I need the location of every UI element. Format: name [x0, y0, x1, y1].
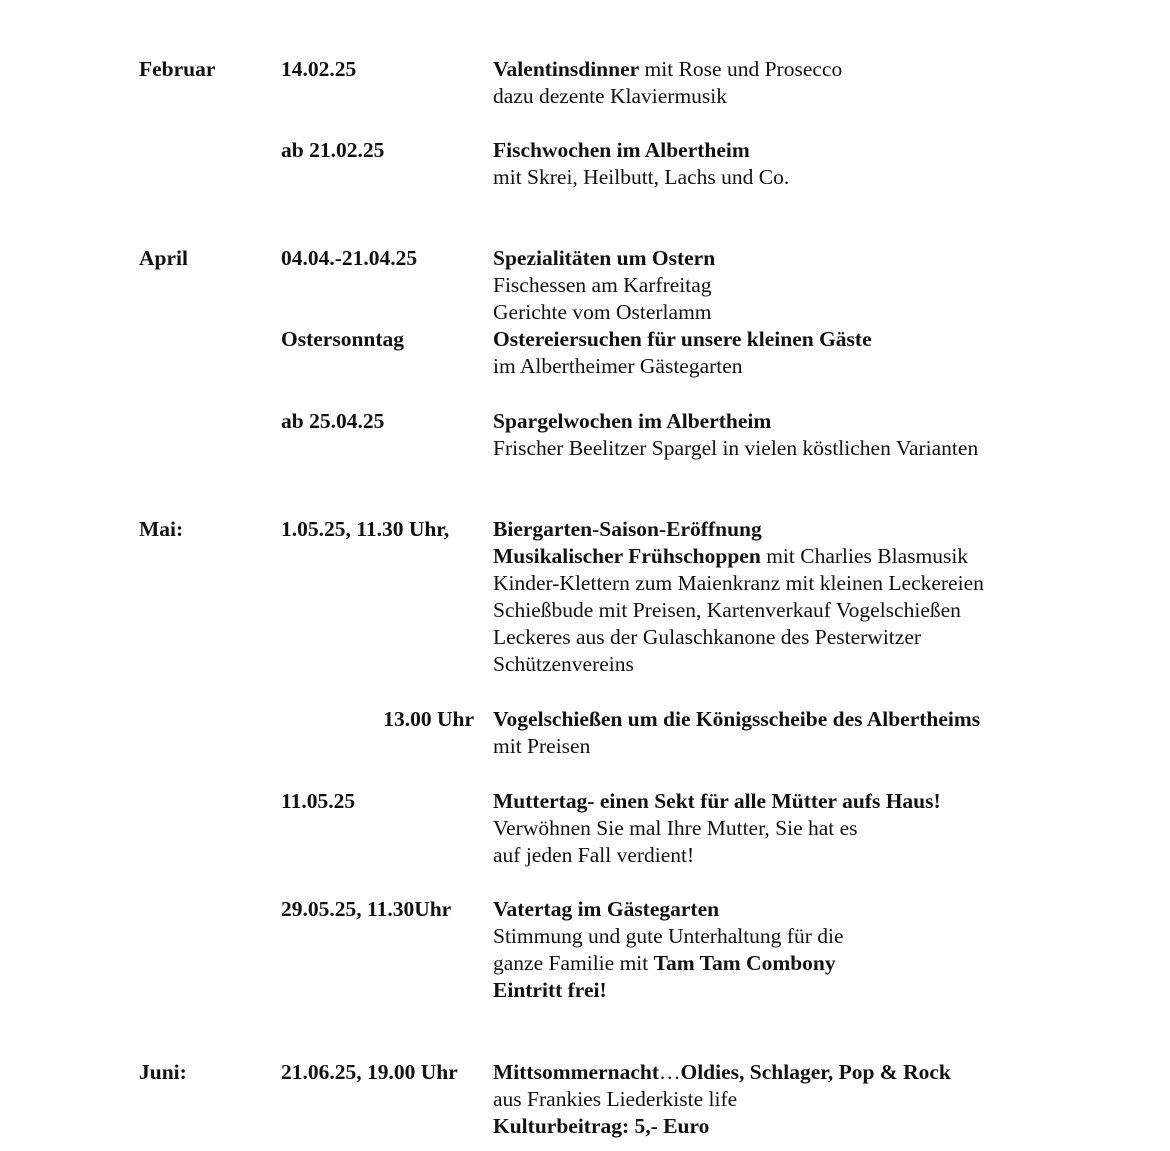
description-line: [493, 1086, 1153, 1113]
text: mit Skrei, Heilbutt, Lachs und Co.: [493, 165, 790, 189]
month-label: Februar: [139, 57, 216, 81]
event-time: 13.00 Uhr: [383, 707, 474, 731]
event-date: 14.02.25: [281, 57, 357, 81]
text-bold: Kulturbeitrag: 5,- Euro: [493, 1114, 710, 1138]
description-line: [493, 597, 1153, 624]
event-date: ab 25.04.25: [281, 409, 385, 433]
event-date: Ostersonntag: [281, 327, 405, 351]
event-date: ab 21.02.25: [281, 138, 385, 162]
event-description: [493, 1059, 1153, 1140]
description-line: [493, 950, 1153, 977]
description-line: [493, 651, 1153, 678]
description-line: [493, 245, 1153, 272]
description-line: [493, 570, 1153, 597]
text-bold: Oldies, Schlager, Pop & Rock: [680, 1060, 951, 1084]
description-line: [493, 733, 1153, 760]
text: Leckeres aus der Gulaschkanone des Pesterwitzer: [493, 625, 922, 649]
text: Stimmung und gute Unterhaltung für die: [493, 924, 844, 948]
description-line: [493, 706, 1153, 733]
event-date: 04.04.-21.04.25: [281, 246, 418, 270]
text: Frischer Beelitzer Spargel in vielen köstlichen Varianten: [493, 436, 979, 460]
description-line: [493, 842, 1153, 869]
text-bold: Eintritt frei!: [493, 978, 607, 1002]
event-description: [493, 245, 1153, 326]
description-line: [493, 353, 1153, 380]
text-bold: Mittsommernacht: [493, 1060, 659, 1084]
description-line: [493, 137, 1153, 164]
text: mit Preisen: [493, 734, 591, 758]
description-line: [493, 1113, 1153, 1140]
text: mit Charlies Blasmusik: [760, 544, 969, 568]
description-line: [493, 815, 1153, 842]
description-line: [493, 516, 1153, 543]
text: dazu dezente Klaviermusik: [493, 84, 728, 108]
month-label: April: [139, 246, 188, 270]
description-line: [493, 543, 1153, 570]
text-bold: Vogelschießen um die Königsscheibe des Albertheims: [493, 707, 981, 731]
text: …: [658, 1060, 681, 1084]
text: Verwöhnen Sie mal Ihre Mutter, Sie hat es: [493, 816, 858, 840]
text-bold: Spargelwochen im Albertheim: [493, 409, 772, 433]
description-line: [493, 299, 1153, 326]
text: mit Rose und Prosecco: [639, 57, 843, 81]
text-bold: Valentinsdinner: [493, 57, 640, 81]
description-line: [493, 164, 1153, 191]
description-line: [493, 977, 1153, 1004]
description-line: [493, 272, 1153, 299]
text-bold: Ostereiersuchen für unsere kleinen Gäste: [493, 327, 872, 351]
description-line: [493, 408, 1153, 435]
event-date: 29.05.25, 11.30Uhr: [281, 897, 452, 921]
description-line: [493, 326, 1153, 353]
text-bold: Vatertag im Gästegarten: [493, 897, 720, 921]
event-date: 1.05.25, 11.30 Uhr,: [281, 517, 450, 541]
month-label: Juni:: [139, 1060, 187, 1084]
event-date: 11.05.25: [281, 789, 356, 813]
text: Gerichte vom Osterlamm: [493, 300, 712, 324]
description-line: [493, 435, 1153, 462]
text: Schießbude mit Preisen, Kartenverkauf Vogelschießen: [493, 598, 961, 622]
event-description: [493, 326, 1153, 380]
text-bold: Spezialitäten um Ostern: [493, 246, 716, 270]
text: aus Frankies Liederkiste life: [493, 1087, 738, 1111]
event-description: [493, 137, 1153, 191]
text: Fischessen am Karfreitag: [493, 273, 712, 297]
text-bold: Musikalischer Frühschoppen: [493, 544, 761, 568]
text-bold: Fischwochen im Albertheim: [493, 138, 750, 162]
month-label: Mai:: [139, 517, 184, 541]
description-line: [493, 896, 1153, 923]
event-description: [493, 408, 1153, 462]
event-date: 21.06.25, 19.00 Uhr: [281, 1060, 458, 1084]
description-line: [493, 83, 1153, 110]
description-line: [493, 788, 1153, 815]
text: im Albertheimer Gästegarten: [493, 354, 743, 378]
text-bold: Tam Tam Combony: [653, 951, 836, 975]
description-line: [493, 923, 1153, 950]
text: Kinder-Klettern zum Maienkranz mit kleinen Leckereien: [493, 571, 984, 595]
event-description: [493, 56, 1153, 110]
text-bold: Biergarten-Saison-Eröffnung: [493, 517, 762, 541]
event-description: [493, 516, 1153, 678]
text-bold: Muttertag- einen Sekt für alle Mütter aufs Haus!: [493, 789, 941, 813]
description-line: [493, 1059, 1153, 1086]
description-line: [493, 624, 1153, 651]
text: ganze Familie mit: [493, 951, 654, 975]
description-line: [493, 56, 1153, 83]
text: auf jeden Fall verdient!: [493, 843, 695, 867]
text: Schützenvereins: [493, 652, 634, 676]
event-description: [493, 896, 1153, 1004]
event-description: [493, 706, 1153, 760]
event-description: [493, 788, 1153, 869]
